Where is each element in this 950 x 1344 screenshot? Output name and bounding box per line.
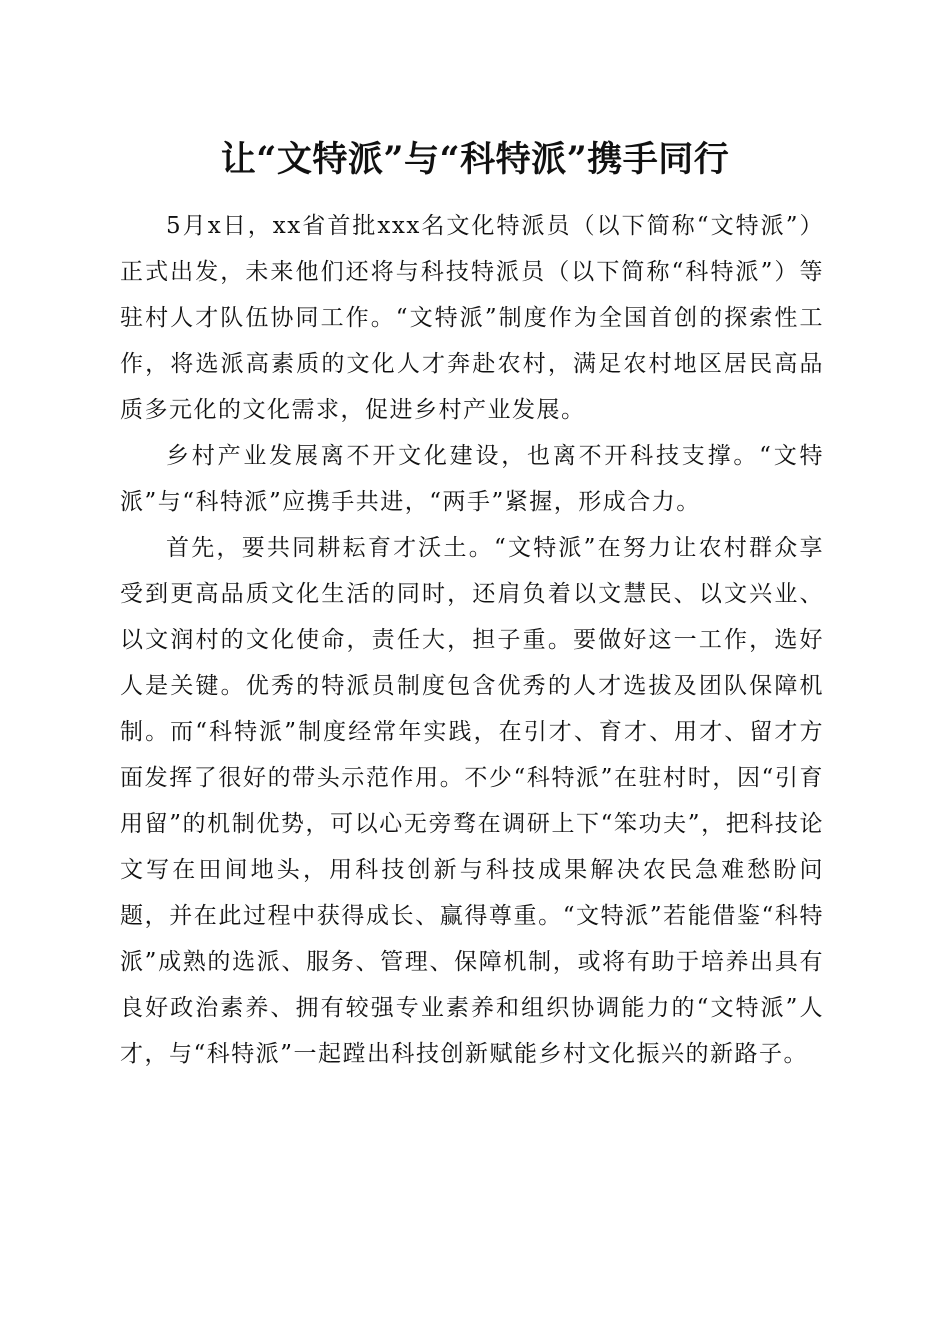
paragraph-2: 乡村产业发展离不开文化建设，也离不开科技支撑。“文特派”与“科特派”应携手共进，“两手”紧握，形成合力。 xyxy=(120,443,824,515)
paragraph-3: 首先，要共同耕耘育才沃土。“文特派”在努力让农村群众享受到更高品质文化生活的同时，还肩负着以文慧民、以文兴业、以文润村的文化使命，责任大，担子重。要做好这一工作，选好人是关键。优秀的特派员制度包含优秀的人才选拔及团队保障机制。而“科特派”制度经常年实践，在引才、育才、用才、留才方面发挥了很好的带头示范作用。不少“科特派”在驻村时，因“引育用留”的机制优势，可以心无旁骛在调研上下“笨功夫”，把科技论文写在田间地头，用科技创新与科技成果解决农民急难愁盼问题，并在此过程中获得成长、赢得尊重。“文特派”若能借鉴“科特派”成熟的选派、服务、管理、保障机制，或将有助于培养出具有良好政治素养、拥有较强专业素养和组织协调能力的“文特派”人才，与“科特派”一起蹚出科技创新赋能乡村文化振兴的新路子。 xyxy=(120,535,824,1067)
document-body xyxy=(120,203,824,1077)
paragraph-1: 5月x日，xx省首批xxx名文化特派员（以下简称“文特派”）正式出发，未来他们还将与科技特派员（以下简称“科特派”）等驻村人才队伍协同工作。“文特派”制度作为全国首创的探索性工作，将选派高素质的文化人才奔赴农村，满足农村地区居民高品质多元化的文化需求，促进乡村产业发展。 xyxy=(120,213,824,423)
document-title: 让“文特派”与“科特派”携手同行 xyxy=(220,139,730,180)
